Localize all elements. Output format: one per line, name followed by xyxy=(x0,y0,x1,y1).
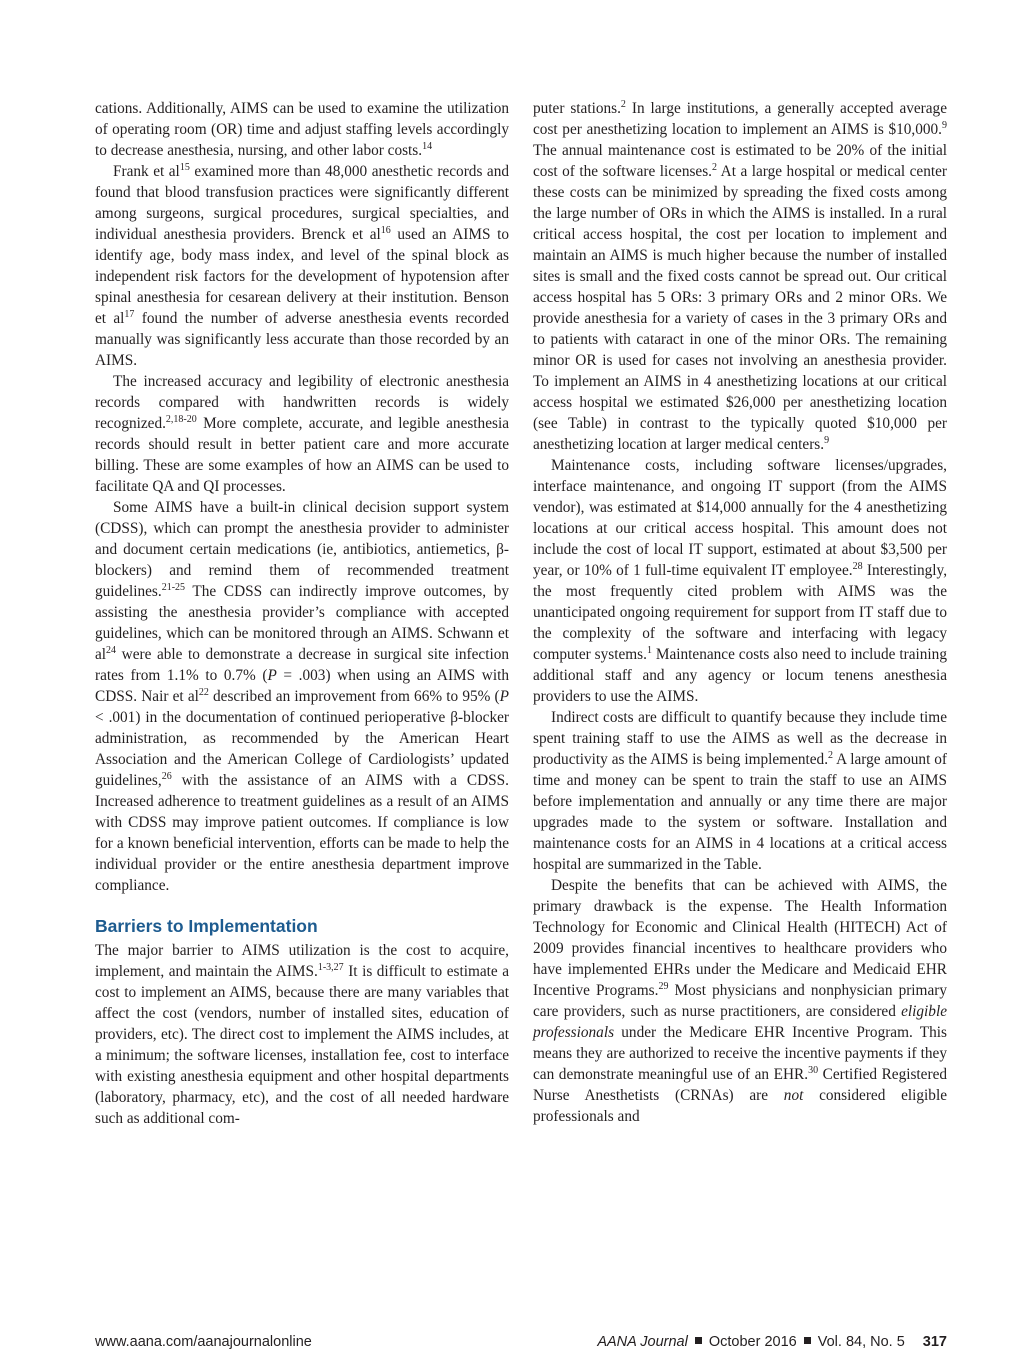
paragraph: Indirect costs are difficult to quantify because they include time spent training staff to use the AIMS as well as the decrease in productivity as the AIMS is being implemented.$^2$ A large amount of time and money can be spent to train the staff to use an AIMS before implementation and annually or any time there are major upgrades made to the system or software. Installation and maintenance costs for an AIMS in 4 locations at a critical access hospital are summarized in the Table. xyxy=(533,709,948,873)
citation: 9 xyxy=(824,435,830,446)
separator-square-icon xyxy=(695,1337,702,1344)
paragraph: Some AIMS have a built-in clinical decision support system (CDSS), which can prompt the anesthesia provider to administer and document certain medications (ie, antibiotics, antiemetics, β-blockers) and remind them of recommended treatment guidelines.$^{21-25}$ The CDSS can indirectly improve outcomes, by assisting the anesthesia provider’s compliance with accepted guidelines, which can be monitored through an AIMS. Schwann et $al^{24}$ were able to demonstrate a decrease in surgical site infection rates from 1.1% to 0.7% (P = .003) when using an AIMS with CDSS. Nair et $al^{22}$ described an improvement from 66% to 95% (P < .001) in the documentation of continued perioperative β-blocker administration, as recommended by the American Heart Association and the American College of Cardiologists’ updated guidelines,$^{26}$ with the assistance of an AIMS with a CDSS. Increased adherence to treatment guidelines as a result of an AIMS with CDSS may improve patient outcomes. If compliance is low for a known beneficial intervention, efforts can be made to help the individual provider or the entire anesthesia department improve compliance. xyxy=(95,499,509,894)
page-number: 317 xyxy=(922,1334,947,1350)
citation: 15 xyxy=(179,162,190,173)
citation: 17 xyxy=(124,309,135,320)
citation: 16 xyxy=(380,225,391,236)
citation: 2 xyxy=(828,750,834,761)
citation: 28 xyxy=(852,561,863,572)
journal-url[interactable]: www.aana.com/aanajournalonline xyxy=(95,1334,312,1350)
paragraph: The increased accuracy and legibility of electronic anesthesia records compared with handwritten records is widely recognized.$^{2,18-20}$ More complete, accurate, and legible anesthesia records should result in better patient care and more accurate billing. These are some examples of how an AIMS can be used to facilitate QA and QI processes. xyxy=(95,373,509,495)
citation: 9 xyxy=(942,120,947,131)
page-footer xyxy=(95,1334,947,1354)
issue-date: October 2016 xyxy=(708,1334,797,1350)
citation: 29 xyxy=(658,981,669,992)
separator-square-icon xyxy=(804,1337,811,1344)
paragraph: puter stations.$^2$ In large institutions, a generally accepted average cost per anesthetizing location to implement an AIMS is $10,000.$^9$ The annual maintenance cost is estimated to be 20% of the initial cost of the software licenses.$^2$ At a large hospital or medical center these costs can be minimized by spreading the fixed costs among the large number of ORs in which the AIMS is installed. In a rural critical access hospital, the cost per location to implement and maintain an AIMS is much higher because the number of installed sites is small and the fixed costs cannot be spread out. Our critical access hospital has 5 ORs: 3 primary ORs and 2 minor ORs. We provide anesthesia for a variety of cases in the 3 primary ORs and to patients with cataract in one of the minor ORs. The remaining minor OR is used for cases not involving an anesthesia provider. To implement an AIMS in 4 anesthetizing locations at our critical access hospital we estimated $26,000 per anesthetizing location (see Table) in contrast to the typically quoted $10,000 per anesthetizing location at larger medical centers.$^9$ xyxy=(533,99,948,453)
volume-issue: Vol. 84, No. 5 xyxy=(817,1334,905,1350)
section-heading: Barriers to Implementation xyxy=(95,916,318,936)
citation: 1-3,27 xyxy=(317,962,344,973)
citation: 21-25 xyxy=(161,582,186,593)
paragraph: Despite the benefits that can be achieved with AIMS, the primary drawback is the expense. The Health Information Technology for Economic and Clinical Health (HITECH) Act of 2009 provides financial incentives to healthcare providers who have implemented EHRs under the Medicare and Medicaid EHR Incentive Programs.$^{29}$ Most physicians and nonphysician primary care providers, such as nurse practitioners, are considered eligible professionals under the Medicare EHR Incentive Program. This means they are authorized to receive the incentive payments if they can demonstrate meaningful use of an EHR.$^{30}$ Certified Registered Nurse Anesthetists (CRNAs) are not considered eligible professionals and xyxy=(533,877,948,1125)
paragraph: cations. Additionally, AIMS can be used to examine the utilization of operating room (OR) time and adjust staffing levels accordingly to decrease anesthesia, nursing, and other labor costs.$^{14}$ xyxy=(95,100,509,159)
paragraph: Frank et $al^{15}$ examined more than 48,000 anesthetic records and found that blood transfusion practices were significantly different among surgeons, surgical procedures, surgical specialties, and individual anesthesia providers. Brenck et $al^{16}$ used an AIMS to identify age, body mass index, and level of the spinal block as independent risk factors for the development of hypotension after spinal anesthesia for cesarean delivery at their institution. Benson et $al^{17}$ found the number of adverse anesthesia events recorded manually was significantly less accurate than those recorded by an AIMS. xyxy=(95,162,509,369)
journal-info xyxy=(597,1334,947,1350)
left-column xyxy=(95,98,509,1129)
paragraph: Maintenance costs, including software licenses/upgrades, interface maintenance, and ongoing IT support (from the AIMS vendor), was estimated at $14,000 annually for the 4 anesthetizing locations at our critical access hospital. This amount does not include the cost of local IT support, estimated at about $3,500 per year, or 10% of 1 full-time equivalent IT employee.$^{28}$ Interestingly, the most frequently cited problem with AIMS was the unanticipated ongoing requirement for support from IT staff due to the complexity of the software and interfacing with legacy computer systems.$^1$ Maintenance costs also need to include training additional staff and any agency or locum tenens anesthesia providers to use the AIMS. xyxy=(533,457,948,705)
citation: 14 xyxy=(422,141,433,152)
citation: 2 xyxy=(620,99,626,110)
citation: 1 xyxy=(646,645,652,656)
citation: 26 xyxy=(161,771,172,782)
citation: 2,18-20 xyxy=(165,414,197,425)
citation: 2 xyxy=(712,162,717,173)
journal-name: AANA Journal xyxy=(597,1334,688,1350)
citation: 22 xyxy=(198,687,209,698)
citation: 30 xyxy=(808,1065,819,1076)
right-column xyxy=(533,98,947,1127)
paragraph: The major barrier to AIMS utilization is the cost to acquire, implement, and maintain the AIMS.$^{1-3,27}$ It is difficult to estimate a cost to implement an AIMS, because there are many variables that affect the cost (vendors, number of installed sites, education of providers, etc). The direct cost to implement the AIMS includes, at a minimum; the software licenses, installation fee, cost to interface with existing anesthesia equipment and other hospital departments (laboratory, pharmacy, etc), and the cost of all needed hardware such as additional com- xyxy=(95,942,509,1127)
citation: 24 xyxy=(106,645,117,656)
